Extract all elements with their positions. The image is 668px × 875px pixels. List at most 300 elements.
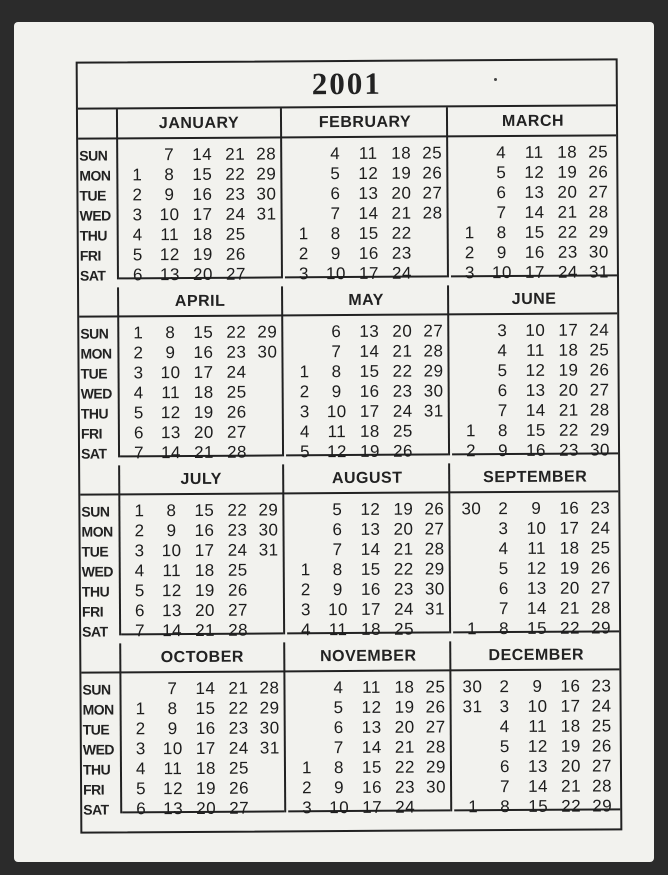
date-cell: 30 — [462, 677, 483, 697]
date-cell: 1 — [465, 421, 476, 441]
date-cell: 30 — [258, 520, 279, 540]
date-cell: 28 — [590, 598, 612, 618]
month-block — [453, 640, 620, 817]
date-cell: 18 — [558, 340, 579, 360]
weekday-label: TUE — [80, 365, 108, 382]
date-cell: 24 — [226, 362, 247, 382]
date-cell: 7 — [164, 145, 175, 165]
date-cell: 8 — [165, 323, 176, 343]
date-cell: 31 — [588, 262, 609, 282]
date-cell: 15 — [358, 223, 379, 243]
date-cell: 13 — [359, 321, 380, 341]
date-cell: 1 — [133, 323, 144, 343]
date-cell: 5 — [330, 164, 341, 184]
date-cell: 2 — [498, 499, 509, 519]
date-cell: 27 — [229, 798, 250, 818]
weekday-label: MON — [79, 167, 111, 184]
weekday-label: FRI — [81, 603, 104, 620]
date-cell: 15 — [360, 559, 381, 579]
date-cell: 17 — [359, 401, 380, 421]
date-grid — [284, 137, 447, 284]
date-cell: 13 — [361, 717, 382, 737]
date-cell: 21 — [392, 341, 413, 361]
calendar-frame — [76, 58, 623, 833]
date-cell: 10 — [327, 600, 349, 620]
date-cell: 28 — [259, 678, 280, 698]
date-cell: 26 — [588, 162, 609, 182]
date-cell: 2 — [298, 244, 309, 264]
date-cell: 5 — [133, 403, 144, 423]
date-cell: 22 — [226, 322, 247, 342]
date-cell: 1 — [299, 362, 310, 382]
date-cell: 12 — [361, 697, 382, 717]
date-cell: 21 — [391, 203, 412, 223]
date-cell: 4 — [299, 422, 310, 442]
date-cell: 3 — [300, 600, 312, 620]
weekday-column — [79, 317, 120, 462]
weekday-label: FRI — [83, 781, 105, 798]
date-grid — [286, 493, 449, 640]
date-cell: 8 — [333, 758, 345, 778]
date-cell: 6 — [497, 381, 508, 401]
date-cell: 26 — [591, 736, 612, 756]
date-cell: 17 — [195, 738, 216, 758]
date-cell: 20 — [193, 422, 214, 442]
date-cell: 14 — [192, 144, 213, 164]
date-cell: 28 — [425, 737, 446, 757]
date-cell: 25 — [588, 142, 609, 162]
date-cell: 14 — [360, 539, 381, 559]
date-cell: 18 — [391, 143, 412, 163]
date-cell: 9 — [532, 676, 543, 696]
date-cell: 25 — [394, 619, 415, 639]
quarter-row — [80, 462, 619, 646]
date-cell: 17 — [358, 263, 379, 283]
date-cell: 4 — [499, 717, 510, 737]
date-cell: 22 — [558, 420, 579, 440]
date-cell: 13 — [159, 265, 180, 285]
weekday-column — [78, 139, 119, 284]
date-cell: 12 — [360, 499, 381, 519]
date-cell: 24 — [590, 518, 611, 538]
weekday-label: SUN — [80, 325, 109, 342]
date-cell: 19 — [558, 360, 579, 380]
date-cell: 3 — [134, 541, 145, 561]
date-cell: 27 — [423, 321, 444, 341]
date-cell: 29 — [588, 222, 609, 242]
month-block — [119, 286, 284, 463]
date-cell: 23 — [225, 184, 246, 204]
month-name: MAY — [348, 291, 384, 310]
date-cell: 18 — [192, 224, 213, 244]
date-cell: 4 — [133, 383, 144, 403]
date-cell: 9 — [166, 521, 177, 541]
date-cell: 1 — [464, 223, 475, 243]
date-grid — [450, 136, 617, 283]
date-cell: 20 — [394, 717, 415, 737]
weekday-label: TUE — [82, 721, 110, 738]
date-cell: 7 — [500, 777, 511, 797]
date-cell: 21 — [195, 620, 216, 640]
date-cell: 2 — [499, 677, 510, 697]
date-cell: 17 — [193, 362, 214, 382]
date-cell: 16 — [193, 342, 214, 362]
date-cell: 8 — [332, 560, 343, 580]
date-cell: 22 — [394, 757, 415, 777]
date-cell: 25 — [226, 382, 247, 402]
date-cell: 29 — [591, 618, 612, 638]
date-cell: 13 — [526, 578, 547, 598]
date-cell: 23 — [226, 342, 247, 362]
month-block — [121, 642, 286, 819]
date-cell: 8 — [331, 362, 342, 382]
date-cell: 6 — [332, 520, 343, 540]
date-cell: 22 — [228, 698, 249, 718]
date-cell: 12 — [163, 779, 184, 799]
weekday-label: WED — [82, 741, 115, 758]
month-block — [285, 285, 450, 462]
month-name: DECEMBER — [488, 646, 585, 665]
date-cell: 24 — [225, 204, 246, 224]
weekday-column — [81, 673, 122, 818]
date-cell: 11 — [524, 142, 544, 162]
date-cell: 6 — [330, 184, 341, 204]
date-cell: 27 — [422, 183, 443, 203]
date-cell: 2 — [302, 778, 313, 798]
date-cell: 21 — [561, 776, 582, 796]
date-cell: 6 — [133, 423, 144, 443]
quarter-row — [79, 284, 618, 468]
date-cell: 4 — [135, 759, 147, 779]
weekday-label: WED — [80, 385, 112, 402]
date-cell: 11 — [526, 340, 545, 360]
calendar-card — [14, 22, 654, 862]
date-cell: 25 — [589, 340, 610, 360]
date-cell: 12 — [524, 162, 545, 182]
date-cell: 6 — [333, 718, 344, 738]
date-cell: 6 — [331, 322, 342, 342]
date-cell: 10 — [325, 264, 346, 284]
date-cell: 3 — [464, 263, 475, 283]
date-cell: 14 — [162, 621, 183, 641]
month-block — [120, 464, 285, 641]
date-cell: 17 — [560, 696, 581, 716]
date-cell: 26 — [229, 778, 250, 798]
date-cell: 9 — [531, 498, 542, 518]
date-cell: 31 — [423, 401, 444, 421]
date-cell: 28 — [588, 202, 609, 222]
date-cell: 27 — [591, 756, 612, 776]
date-cell: 3 — [302, 798, 313, 818]
date-cell: 7 — [333, 738, 344, 758]
date-cell: 29 — [592, 796, 613, 816]
date-cell: 30 — [259, 718, 280, 738]
date-cell: 11 — [160, 225, 180, 245]
weekday-label: WED — [79, 207, 111, 224]
date-cell: 14 — [361, 737, 382, 757]
date-cell: 9 — [332, 580, 343, 600]
date-cell: 21 — [559, 598, 581, 618]
date-cell: 17 — [559, 518, 580, 538]
month-name: AUGUST — [331, 469, 403, 488]
date-cell: 4 — [301, 620, 312, 640]
date-cell: 29 — [589, 420, 610, 440]
weekday-label: TUE — [79, 187, 107, 204]
date-cell: 16 — [524, 242, 545, 262]
date-cell: 5 — [299, 442, 311, 462]
date-cell: 7 — [135, 621, 146, 641]
date-cell: 28 — [228, 620, 249, 640]
date-cell: 24 — [393, 599, 415, 619]
date-cell: 17 — [362, 797, 383, 817]
month-name: JANUARY — [158, 114, 240, 133]
date-cell: 19 — [196, 778, 217, 798]
date-cell: 7 — [332, 540, 343, 560]
date-cell: 14 — [524, 202, 545, 222]
date-cell: 22 — [391, 223, 412, 243]
weekday-label: MON — [80, 345, 112, 362]
date-cell: 18 — [394, 677, 415, 697]
date-cell: 7 — [498, 599, 510, 619]
date-cell: 3 — [499, 697, 510, 717]
date-cell: 24 — [391, 263, 412, 283]
date-cell: 19 — [193, 402, 214, 422]
date-cell: 13 — [525, 380, 546, 400]
date-cell: 15 — [527, 618, 548, 638]
weekday-label: TUE — [81, 543, 109, 560]
date-cell: 10 — [326, 402, 347, 422]
date-cell: 6 — [134, 601, 146, 621]
month-name: SEPTEMBER — [483, 468, 588, 487]
quarter-row — [78, 106, 617, 290]
date-cell: 6 — [496, 183, 507, 203]
date-cell: 16 — [560, 676, 581, 696]
date-cell: 21 — [393, 539, 414, 559]
date-cell: 9 — [167, 719, 178, 739]
date-cell: 8 — [330, 224, 341, 244]
date-cell: 18 — [193, 382, 214, 402]
date-cell: 5 — [496, 163, 507, 183]
date-cell: 9 — [330, 244, 341, 264]
date-cell: 28 — [423, 341, 444, 361]
weekday-label: SAT — [83, 801, 109, 818]
month-block — [118, 108, 283, 285]
date-cell: 11 — [161, 383, 181, 403]
date-cell: 10 — [525, 320, 546, 340]
date-cell: 19 — [560, 736, 581, 756]
date-cell: 26 — [226, 402, 247, 422]
date-cell: 26 — [422, 163, 443, 183]
date-cell: 25 — [591, 716, 612, 736]
date-cell: 5 — [497, 361, 508, 381]
date-grid — [452, 492, 619, 639]
date-cell: 21 — [225, 144, 246, 164]
date-cell: 9 — [331, 382, 342, 402]
date-cell: 1 — [300, 560, 311, 580]
date-cell: 25 — [422, 143, 443, 163]
date-cell: 16 — [359, 381, 380, 401]
month-name: MARCH — [501, 112, 565, 131]
date-cell: 13 — [360, 519, 381, 539]
date-cell: 19 — [394, 697, 415, 717]
date-cell: 13 — [160, 423, 181, 443]
date-grid — [287, 671, 450, 818]
date-cell: 10 — [526, 518, 547, 538]
date-cell: 8 — [499, 619, 510, 639]
date-cell: 20 — [392, 321, 413, 341]
date-cell: 17 — [360, 599, 382, 619]
date-cell: 30 — [426, 777, 447, 797]
date-cell: 23 — [559, 440, 580, 460]
month-block — [452, 462, 619, 639]
date-cell: 18 — [557, 142, 578, 162]
date-cell: 1 — [135, 699, 146, 719]
date-cell: 7 — [496, 203, 507, 223]
date-cell: 27 — [225, 264, 246, 284]
date-cell: 9 — [496, 243, 507, 263]
date-cell: 20 — [194, 600, 216, 620]
month-name: NOVEMBER — [320, 647, 417, 666]
date-cell: 23 — [395, 777, 416, 797]
date-cell: 27 — [227, 600, 249, 620]
date-cell: 16 — [195, 718, 216, 738]
date-cell: 14 — [359, 341, 380, 361]
date-cell: 30 — [461, 499, 482, 519]
date-cell: 24 — [392, 401, 413, 421]
date-cell: 29 — [424, 559, 445, 579]
date-cell: 28 — [424, 539, 445, 559]
date-cell: 25 — [225, 224, 246, 244]
date-cell: 30 — [590, 440, 611, 460]
date-cell: 2 — [464, 243, 475, 263]
date-cell: 20 — [557, 182, 578, 202]
date-cell: 15 — [193, 322, 214, 342]
month-name: FEBRUARY — [318, 113, 412, 132]
date-cell: 26 — [393, 441, 414, 461]
date-cell: 16 — [362, 777, 383, 797]
date-cell: 22 — [227, 500, 248, 520]
date-cell: 1 — [301, 758, 313, 778]
date-cell: 4 — [498, 539, 509, 559]
date-cell: 12 — [161, 581, 182, 601]
date-cell: 9 — [497, 441, 509, 461]
date-cell: 15 — [528, 796, 549, 816]
date-cell: 2 — [132, 185, 143, 205]
date-cell: 13 — [163, 799, 184, 819]
date-cell: 11 — [162, 561, 182, 581]
date-cell: 23 — [227, 520, 248, 540]
date-cell: 10 — [160, 363, 181, 383]
date-cell: 1 — [468, 797, 479, 817]
date-cell: 15 — [194, 500, 215, 520]
date-cell: 7 — [167, 679, 178, 699]
date-cell: 4 — [134, 561, 145, 581]
date-cell: 1 — [134, 501, 145, 521]
date-cell: 15 — [524, 222, 545, 242]
date-cell: 1 — [467, 619, 478, 639]
date-cell: 3 — [133, 363, 144, 383]
date-cell: 9 — [164, 185, 175, 205]
date-cell: 20 — [560, 756, 581, 776]
month-name: OCTOBER — [160, 648, 244, 667]
date-cell: 21 — [558, 400, 579, 420]
date-cell: 11 — [327, 422, 347, 442]
date-cell: 12 — [527, 736, 548, 756]
date-cell: 26 — [589, 360, 610, 380]
date-cell: 6 — [136, 799, 147, 819]
date-cell: 3 — [135, 739, 146, 759]
date-cell: 11 — [362, 677, 381, 697]
date-cell: 6 — [498, 579, 509, 599]
date-grid — [451, 314, 618, 461]
month-name: JUNE — [511, 290, 557, 309]
date-cell: 8 — [167, 699, 178, 719]
date-cell: 22 — [557, 222, 578, 242]
date-cell: 24 — [557, 262, 578, 282]
weekday-label: THU — [82, 761, 111, 778]
date-cell: 10 — [527, 696, 548, 716]
date-cell: 22 — [561, 796, 582, 816]
date-cell: 21 — [394, 737, 415, 757]
date-cell: 13 — [527, 756, 548, 776]
date-cell: 20 — [558, 380, 579, 400]
date-cell: 25 — [392, 421, 413, 441]
weekday-label: SAT — [80, 445, 107, 462]
date-cell: 25 — [425, 677, 446, 697]
date-cell: 5 — [333, 698, 344, 718]
weekday-label: THU — [80, 405, 109, 422]
weekday-label: SAT — [79, 267, 106, 284]
date-cell: 19 — [559, 558, 580, 578]
date-cell: 13 — [161, 601, 183, 621]
weekday-label: WED — [81, 563, 113, 580]
date-cell: 24 — [591, 696, 612, 716]
date-cell: 14 — [526, 598, 548, 618]
date-cell: 14 — [195, 678, 216, 698]
date-cell: 12 — [525, 360, 546, 380]
date-cell: 10 — [491, 263, 512, 283]
weekday-label: MON — [81, 523, 113, 540]
date-cell: 25 — [227, 560, 248, 580]
weekday-label: SUN — [81, 503, 110, 520]
weekday-label: FRI — [79, 247, 101, 264]
date-cell: 20 — [192, 264, 213, 284]
date-cell: 8 — [164, 165, 175, 185]
date-cell: 16 — [358, 243, 379, 263]
date-cell: 12 — [358, 163, 379, 183]
date-cell: 21 — [557, 202, 578, 222]
date-grid — [453, 670, 620, 817]
date-cell: 2 — [135, 719, 146, 739]
date-cell: 5 — [136, 779, 147, 799]
date-cell: 27 — [226, 422, 247, 442]
month-name: JULY — [180, 470, 222, 489]
date-grid — [285, 315, 448, 462]
date-cell: 20 — [559, 578, 580, 598]
date-cell: 1 — [132, 165, 143, 185]
weekday-label: MON — [82, 701, 114, 718]
date-cell: 22 — [392, 361, 413, 381]
date-cell: 22 — [393, 559, 414, 579]
date-grid — [121, 672, 284, 819]
date-cell: 31 — [424, 599, 446, 619]
date-cell: 12 — [159, 245, 180, 265]
date-cell: 13 — [358, 183, 379, 203]
date-cell: 22 — [225, 164, 246, 184]
date-cell: 29 — [258, 500, 279, 520]
date-cell: 2 — [300, 580, 311, 600]
date-cell: 8 — [166, 501, 177, 521]
